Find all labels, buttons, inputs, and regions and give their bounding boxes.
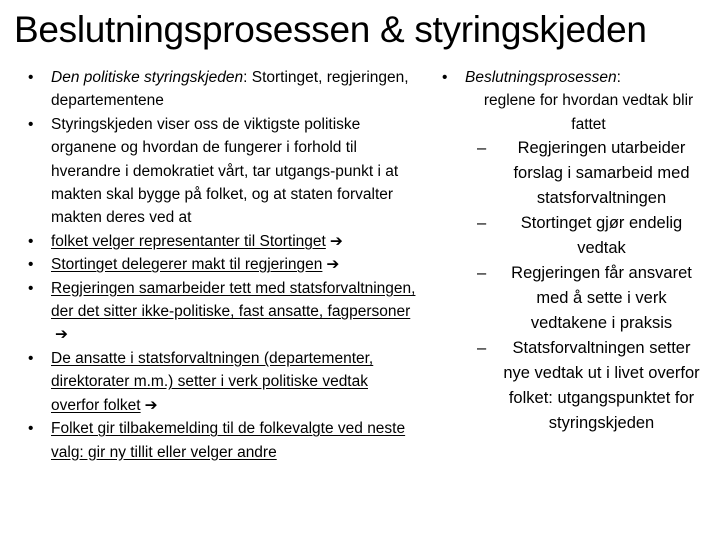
process-step: – Regjeringen utarbeider forslag i samarbeid med statsforvaltningen [465, 136, 712, 211]
slide-title: Beslutningsprosessen & styringskjeden [14, 9, 647, 50]
arrow-right-icon: ➔ [55, 326, 68, 344]
beslutningsprosessen-definition: reglene for hvordan vedtak blir fattet [483, 92, 694, 133]
left-column [28, 66, 418, 464]
bullet-styringskjeden-explanation [28, 113, 418, 230]
explanation-text: Styringskjeden viser oss de viktigste politiske organene og hvordan de fungerer i forhold til hverandre i demokratiet vårt, tar utgangs-punkt i at makten skal bygge på folket, og at staten forvalter makten deres ved at [51, 115, 399, 227]
step-text: Regjeringen samarbeider tett med statsforvaltningen, der det sitter ikke-politiske, fast ansatte, fagpersoner [51, 279, 416, 321]
process-step: – Stortinget gjør endelig vedtak [465, 211, 712, 261]
bullet-folket-velger [28, 230, 418, 253]
bullet-styringskjeden-definition [28, 66, 418, 113]
definition-text: : Stortinget, regjeringen, departementene [51, 69, 409, 110]
right-column [442, 66, 712, 436]
process-step: – Regjeringen får ansvaret med å sette i verk vedtakene i praksis [465, 261, 712, 336]
right-bullet-list [442, 66, 712, 436]
term-styringskjeden: Den politiske styringskjeden [51, 69, 244, 86]
step-text: De ansatte i statsforvaltningen (departementer, direktorater m.m.) setter i verk politiske vedtak overfor folket [51, 349, 374, 414]
bullet-de-ansatte [28, 347, 418, 417]
beslutningsprosessen-heading: • Beslutningsprosessen: [465, 69, 621, 86]
term-beslutningsprosessen: Beslutningsprosessen [465, 69, 617, 86]
step-text: Folket gir tilbakemelding til de folkevalgte ved neste valg: gir ny tillit eller velger andre [51, 420, 406, 461]
arrow-right-icon: ➔ [329, 232, 343, 250]
process-steps [465, 136, 712, 436]
step-text: Stortinget delegerer makt til regjeringen [51, 256, 323, 274]
process-step: – Statsforvaltningen setter nye vedtak ut i livet overfor folket: utgangspunktet for styringskjeden [465, 336, 712, 436]
step-text: folket velger representanter til Stortinget [51, 232, 326, 250]
bullet-regjeringen-samarbeider [28, 277, 418, 347]
bullet-folket-gir-tilbakemelding [28, 417, 418, 464]
bullet-stortinget-delegerer [28, 253, 418, 276]
left-bullet-list [28, 66, 418, 464]
arrow-right-icon: ➔ [144, 396, 158, 414]
arrow-right-icon: ➔ [326, 256, 340, 274]
bullet-beslutningsprosessen [442, 66, 712, 436]
